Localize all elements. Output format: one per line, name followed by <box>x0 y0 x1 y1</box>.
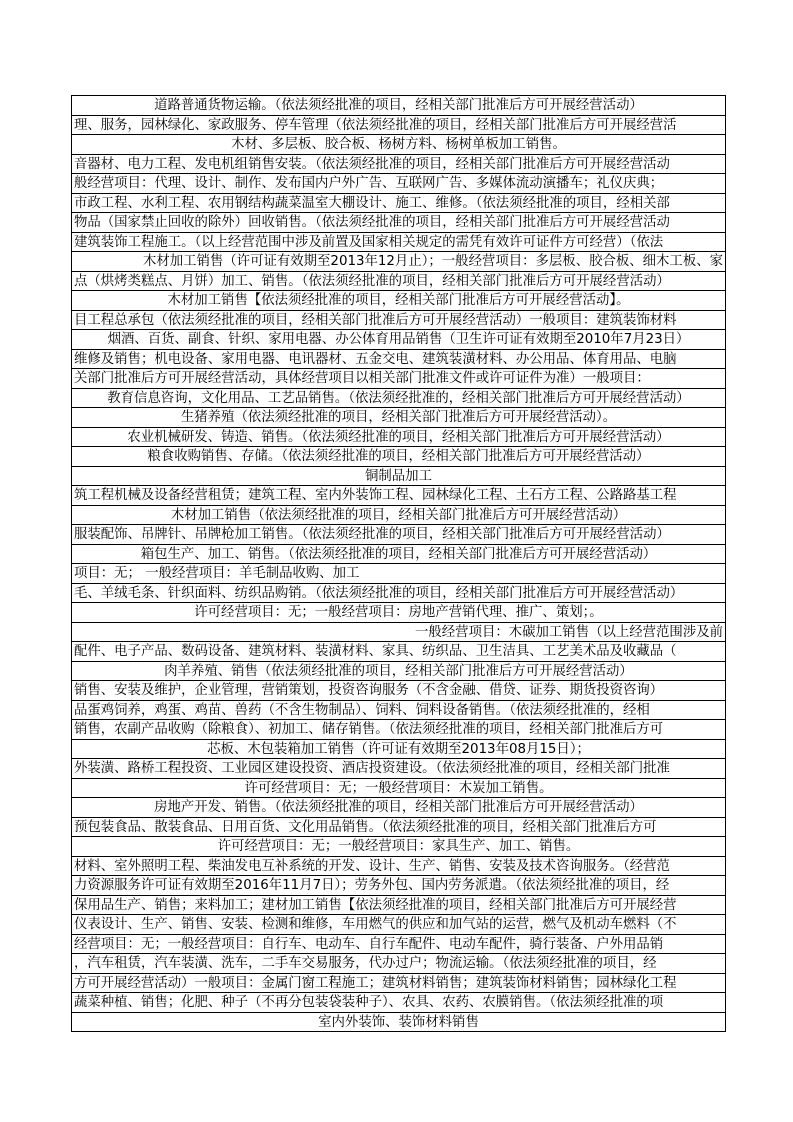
table-row: 市政工程、水利工程、农用钢结构蔬菜温室大棚设计、施工、维修。（依法须经批准的项目，经相关部 <box>72 194 725 214</box>
table-row: 点（烘烤类糕点、月饼）加工、销售。（依法须经批准的项目，经相关部门批准后方可开展经营活动） <box>72 272 725 292</box>
table-row: 销售、安装及维护，企业管理，营销策划，投资咨询服务（不含金融、借贷、证券、期货投资咨询） <box>72 681 725 701</box>
table-row: 经营项目：无；一般经营项目：自行车、电动车、自行车配件、电动车配件，骑行装备、户外用品销 <box>72 935 725 955</box>
table-row: 木材加工销售（许可证有效期至2013年12月止）；一般经营项目：多层板、胶合板、细木工板、家 <box>72 252 725 272</box>
table-row: 目工程总承包（依法须经批准的项目，经相关部门批准后方可开展经营活动）一般项目：建筑装饰材料 <box>72 311 725 331</box>
table-row: 粮食收购销售、存储。（依法须经批准的项目，经相关部门批准后方可开展经营活动） <box>72 447 725 467</box>
table-row: 外装潢、路桥工程投资、工业园区建设投资、酒店投资建设。（依法须经批准的项目，经相关部门批准 <box>72 759 725 779</box>
table-row: 材料、室外照明工程、柴油发电互补系统的开发、设计、生产、销售、安装及技术咨询服务。（经营范 <box>72 857 725 877</box>
table-row: ，汽车租赁，汽车装潢、洗车，二手车交易服务，代办过户；物流运输。（依法须经批准的项目，经 <box>72 954 725 974</box>
table-row: 道路普通货物运输。（依法须经批准的项目，经相关部门批准后方可开展经营活动） <box>72 96 725 116</box>
table-row: 音器材、电力工程、发电机组销售安装。（依法须经批准的项目，经相关部门批准后方可开展经营活动 <box>72 155 725 175</box>
table-row: 力资源服务许可证有效期至2016年11月7日）；劳务外包、国内劳务派遣。（依法须经批准的项目，经 <box>72 876 725 896</box>
table-row: 箱包生产、加工、销售。（依法须经批准的项目，经相关部门批准后方可开展经营活动） <box>72 545 725 565</box>
table-row: 农业机械研发、铸造、销售。（依法须经批准的项目，经相关部门批准后方可开展经营活动） <box>72 428 725 448</box>
table-row: 许可经营项目：无；一般经营项目：木炭加工销售。 <box>72 779 725 799</box>
table-row: 关部门批准后方可开展经营活动，具体经营项目以相关部门批准文件或许可证件为准）一般项目： <box>72 369 725 389</box>
table-row: 服装配饰、吊牌针、吊牌枪加工销售。（依法须经批准的项目，经相关部门批准后方可开展经营活动） <box>72 525 725 545</box>
table-row: 维修及销售；机电设备、家用电器、电讯器材、五金交电、建筑装潢材料、办公用品、体育用品、电脑 <box>72 350 725 370</box>
table-row: 毛、羊绒毛条、针织面料、纺织品购销。（依法须经批准的项目，经相关部门批准后方可开展经营活动） <box>72 584 725 604</box>
table-row: 配件、电子产品、数码设备、建筑材料、装潢材料、家具、纺织品、卫生洁具、工艺美术品及收藏品（ <box>72 642 725 662</box>
table-row: 品蛋鸡饲养，鸡蛋、鸡苗、兽药（不含生物制品）、饲料、饲料设备销售。（依法须经批准的，经相 <box>72 701 725 721</box>
table-row: 筑工程机械及设备经营租赁；建筑工程、室内外装饰工程、园林绿化工程、土石方工程、公路路基工程 <box>72 486 725 506</box>
table-row: 蔬菜种植、销售；化肥、种子（不再分包装袋装种子）、农具、农药、农膜销售。（依法须经批准的项 <box>72 993 725 1013</box>
table-row: 方可开展经营活动）一般项目：金属门窗工程施工；建筑材料销售；建筑装饰材料销售；园林绿化工程 <box>72 974 725 994</box>
table-row: 房地产开发、销售。（依法须经批准的项目，经相关部门批准后方可开展经营活动） <box>72 798 725 818</box>
table-row: 许可经营项目：无；一般经营项目：家具生产、加工、销售。 <box>72 837 725 857</box>
table-row: 保用品生产、销售；来料加工；建材加工销售【依法须经批准的项目，经相关部门批准后方可开展经营 <box>72 896 725 916</box>
business-scope-table <box>71 95 726 1032</box>
table-row: 室内外装饰、装饰材料销售 <box>72 1013 725 1033</box>
table-row: 木材、多层板、胶合板、杨树方料、杨树单板加工销售。 <box>72 135 725 155</box>
table-row: 建筑装饰工程施工。（以上经营范围中涉及前置及国家相关规定的需凭有效许可证件方可经营）（依法 <box>72 233 725 253</box>
table-row: 生猪养殖（依法须经批准的项目，经相关部门批准后方可开展经营活动）。 <box>72 408 725 428</box>
table-row: 木材加工销售【依法须经批准的项目，经相关部门批准后方可开展经营活动】。 <box>72 291 725 311</box>
table-row: 木材加工销售（依法须经批准的项目，经相关部门批准后方可开展经营活动） <box>72 506 725 526</box>
table-row: 物品（国家禁止回收的除外）回收销售。（依法须经批准的项目，经相关部门批准后方可开展经营活动 <box>72 213 725 233</box>
table-row: 一般经营项目：木碳加工销售（以上经营范围涉及前 <box>72 623 725 643</box>
table-row: 许可经营项目：无；一般经营项目：房地产营销代理、推广、策划；。 <box>72 603 725 623</box>
table-row: 销售，农副产品收购（除粮食）、初加工、储存销售。（依法须经批准的项目，经相关部门批准后方可 <box>72 720 725 740</box>
table-row: 肉羊养殖、销售（依法须经批准的项目，经相关部门批准后方可开展经营活动） <box>72 662 725 682</box>
table-row: 铜制品加工 <box>72 467 725 487</box>
table-row: 仪表设计、生产、销售、安装、检测和维修，车用燃气的供应和加气站的运营，燃气及机动车燃料（不 <box>72 915 725 935</box>
table-row: 预包装食品、散装食品、日用百货、文化用品销售。（依法须经批准的项目，经相关部门批准后方可 <box>72 818 725 838</box>
table-row: 芯板、木包装箱加工销售（许可证有效期至2013年08月15日）； <box>72 740 725 760</box>
table-row: 般经营项目：代理、设计、制作、发布国内户外广告、互联网广告、多媒体流动演播车；礼仪庆典； <box>72 174 725 194</box>
table-row: 烟酒、百货、副食、针织、家用电器、办公体育用品销售（卫生许可证有效期至2010年7月23日） <box>72 330 725 350</box>
table-row: 项目：无； 一般经营项目：羊毛制品收购、加工 <box>72 564 725 584</box>
table-row: 理、服务，园林绿化、家政服务、停车管理（依法须经批准的项目，经相关部门批准后方可开展经营活 <box>72 116 725 136</box>
table-row: 教育信息咨询，文化用品、工艺品销售。（依法须经批准的，经相关部门批准后方可开展经营活动） <box>72 389 725 409</box>
